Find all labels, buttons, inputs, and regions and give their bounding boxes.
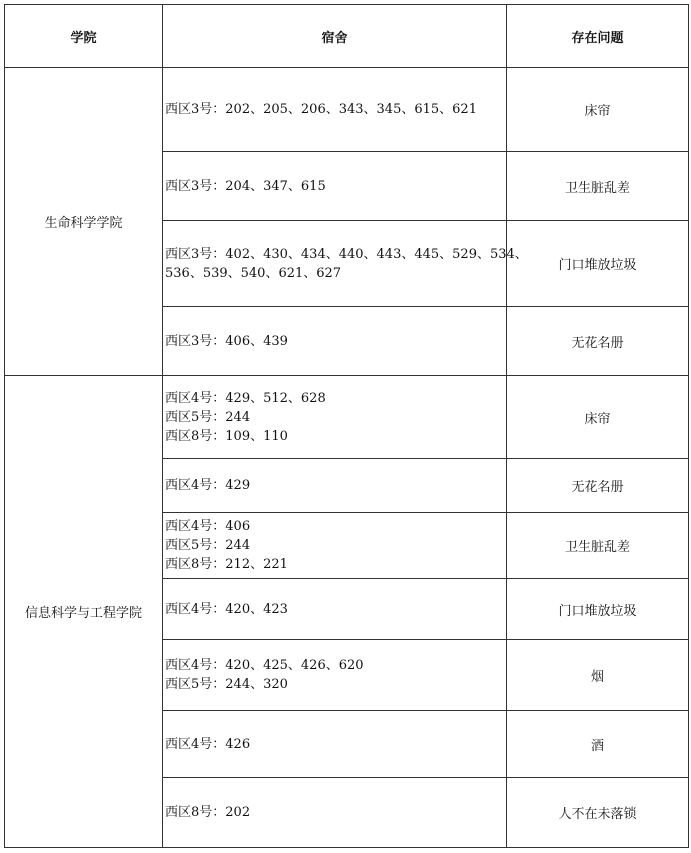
dorm-line: 西区3号：406、439 — [165, 333, 288, 349]
dorm-cell — [163, 640, 507, 711]
dorm-line: 西区4号：406 — [165, 519, 251, 534]
college-cell: 信息科学与工程学院 — [5, 376, 163, 848]
dorm-line: 西区8号：212、221 — [165, 557, 288, 572]
dorm-cell — [163, 68, 507, 152]
issue-cell: 卫生脏乱差 — [507, 513, 689, 579]
dorm-line: 西区3号：204、347、615 — [165, 178, 326, 194]
dorm-cell — [163, 459, 507, 513]
dorm-cell — [163, 221, 528, 307]
dorm-cell — [163, 579, 507, 640]
dorm-line: 西区4号：420、425、426、620 — [165, 658, 364, 673]
issue-cell: 烟 — [507, 640, 689, 711]
issue-cell: 门口堆放垃圾 — [507, 221, 689, 307]
dorm-cell — [163, 513, 507, 579]
header-dorm: 宿舍 — [163, 5, 507, 68]
dorm-line: 西区5号：244、320 — [165, 677, 288, 692]
issue-cell: 无花名册 — [507, 307, 689, 376]
issue-cell: 无花名册 — [507, 459, 689, 513]
table-row — [5, 376, 689, 459]
dorm-line: 西区4号：426 — [165, 736, 251, 752]
dorm-inspection-table — [4, 4, 689, 848]
issue-cell: 酒 — [507, 711, 689, 778]
dorm-line: 西区5号：244 — [165, 409, 251, 425]
issue-cell: 卫生脏乱差 — [507, 152, 689, 221]
issue-cell: 门口堆放垃圾 — [507, 579, 689, 640]
header-row — [5, 5, 689, 68]
dorm-line: 西区4号：429、512、628 — [165, 390, 326, 406]
dorm-line: 西区3号：402、430、434、440、443、445、529、534、 — [165, 246, 528, 262]
dorm-line: 西区3号：202、205、206、343、345、615、621 — [165, 102, 477, 117]
header-college: 学院 — [5, 5, 163, 68]
dorm-cell — [163, 711, 507, 778]
issue-cell: 床帘 — [507, 376, 689, 459]
header-issue: 存在问题 — [507, 5, 689, 68]
issue-cell: 人不在未落锁 — [507, 778, 689, 848]
dorm-line: 西区4号：429 — [165, 478, 251, 493]
issue-cell: 床帘 — [507, 68, 689, 152]
dorm-cell — [163, 778, 507, 848]
dorm-line: 536、539、540、621、627 — [165, 265, 342, 281]
dorm-line: 西区5号：244 — [165, 538, 251, 553]
dorm-line: 西区4号：420、423 — [165, 601, 288, 617]
college-cell: 生命科学学院 — [5, 68, 163, 376]
dorm-cell — [163, 307, 507, 376]
dorm-cell — [163, 152, 507, 221]
dorm-cell — [163, 376, 507, 459]
dorm-line: 西区8号：202 — [165, 805, 251, 820]
table-row — [5, 68, 689, 152]
dorm-line: 西区8号：109、110 — [165, 428, 288, 444]
